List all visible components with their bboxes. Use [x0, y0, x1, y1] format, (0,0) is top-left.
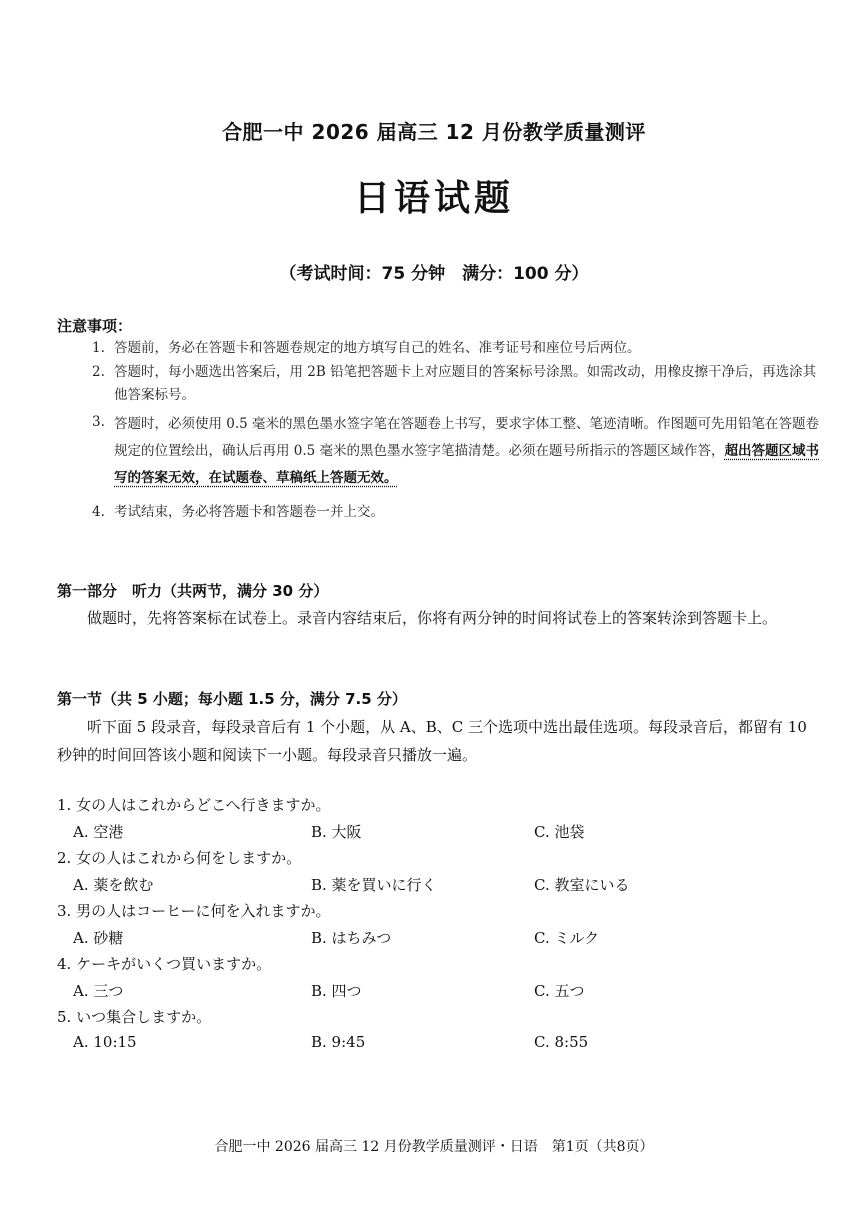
note-number: 4. [92, 504, 105, 520]
question-stem-3: 3. 男の人はコーヒーに何を入れますか。 [57, 902, 331, 920]
option-a: A. 砂糖 [73, 929, 124, 947]
option-a: A. 三つ [73, 982, 124, 1000]
note-emphasis-end: 。 [384, 470, 398, 486]
subject-title: 日语试题 [353, 177, 514, 219]
note-number: 1. [92, 340, 105, 356]
note-emphasis: 超出答题区域书写的答案无效 [114, 443, 820, 486]
option-b: B. 薬を買いに行く [311, 876, 437, 894]
option-c: C. 五つ [534, 982, 585, 1000]
option-b: B. 大阪 [311, 823, 362, 841]
option-b: B. 四つ [311, 982, 362, 1000]
note-item-1 [92, 337, 822, 360]
option-c: C. 8:55 [534, 1033, 589, 1051]
option-b: B. はちみつ [311, 929, 392, 947]
option-a: A. 空港 [73, 823, 124, 841]
school-title: 合肥一中 2026 届高三 12 月份教学质量测评 [222, 120, 646, 144]
note-number: 3. [92, 414, 105, 430]
note-emphasis-separator: ， [195, 470, 209, 486]
section1-heading: 第一节（共 5 小题；每小题 1.5 分，满分 7.5 分） [57, 690, 407, 708]
option-c: C. 池袋 [534, 823, 585, 841]
option-c: C. ミルク [534, 929, 600, 947]
note-item-3 [92, 411, 822, 492]
exam-info: （考试时间：75 分钟 满分：100 分） [279, 264, 589, 284]
note-text: 答题前，务必在答题卡和答题卷规定的地方填写自己的姓名、准考证号和座位号后两位。 [114, 340, 641, 356]
note-item-2 [92, 361, 822, 407]
part1-heading: 第一部分 听力（共两节，满分 30 分） [57, 582, 329, 600]
question-stem-2: 2. 女の人はこれから何をしますか。 [57, 849, 302, 867]
question-stem-1: 1. 女の人はこれからどこへ行きますか。 [57, 796, 331, 814]
note-number: 2. [92, 364, 105, 380]
option-a: A. 薬を飲む [73, 876, 154, 894]
section1-instruction: 听下面 5 段录音，每段录音后有 1 个小题，从 A、B、C 三个选项中选出最佳选项。每段录音后，都留有 10 秒钟的时间回答该小题和阅读下一小题。每段录音只播放一遍。 [57, 718, 807, 764]
note-item-4 [92, 501, 822, 524]
option-c: C. 教室にいる [534, 876, 630, 894]
note-text-part: 答题时，必须使用 0.5 毫米的黑色墨水签字笔在答题卷上书写，要求字体工整、笔迹清晰。作图题可先用铅笔在答题卷规定的位置绘出，确认后再用 0.5 毫米的黑色墨水签字笔描清楚。必须在题号所指示的答题区域作答， [114, 416, 820, 459]
note-text: 考试结束，务必将答题卡和答题卷一并上交。 [114, 504, 384, 520]
notes-title: 注意事项： [57, 317, 133, 335]
note-emphasis: 在试题卷、草稿纸上答题无效 [208, 470, 384, 486]
note-text: 答题时，每小题选出答案后，用 2B 铅笔把答题卡上对应题目的答案标号涂黑。如需改动，用橡皮擦干净后，再选涂其他答案标号。 [114, 364, 817, 403]
question-stem-4: 4. ケーキがいくつ買いますか。 [57, 955, 272, 973]
part1-instruction: 做题时，先将答案标在试卷上。录音内容结束后，你将有两分钟的时间将试卷上的答案转涂到答题卡上。 [87, 609, 778, 627]
page-footer: 合肥一中 2026 届高三 12 月份教学质量测评・日语 第1页（共8页） [214, 1139, 654, 1155]
option-a: A. 10:15 [73, 1033, 137, 1051]
question-stem-5: 5. いつ集合しますか。 [57, 1008, 212, 1026]
note-text [92, 411, 822, 492]
option-b: B. 9:45 [311, 1033, 366, 1051]
